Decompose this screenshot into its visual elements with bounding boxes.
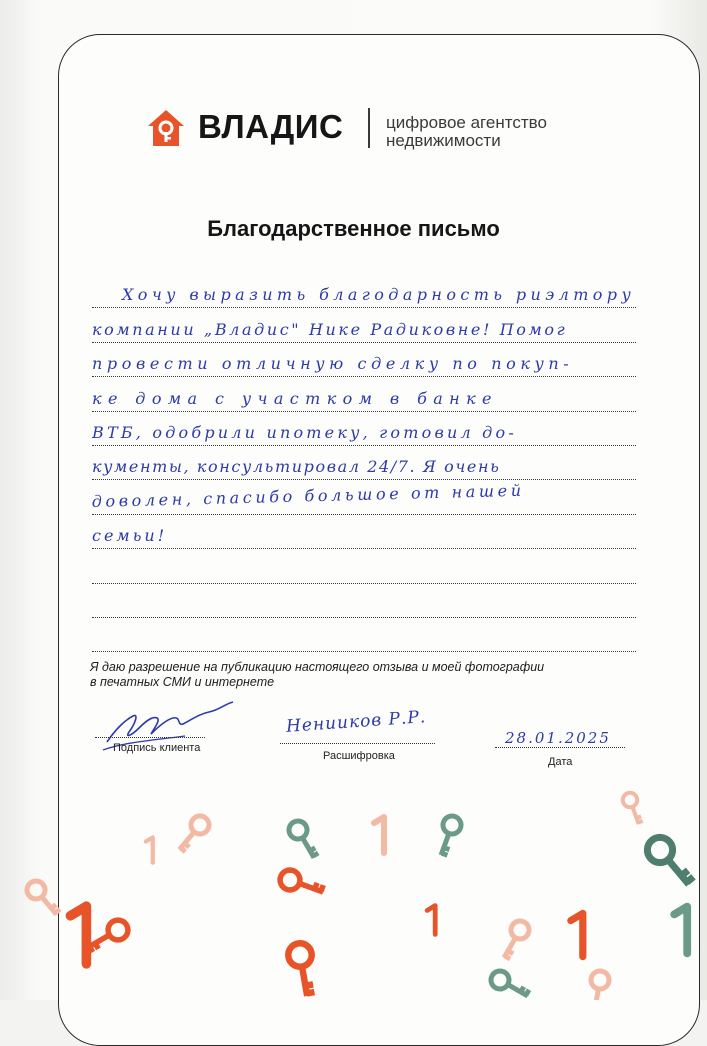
tagline-line-2: недвижимости [386, 131, 501, 150]
consent-line-1: Я даю разрешение на публикацию настоящего отзыва и моей фотографии [90, 660, 545, 674]
text-line [92, 343, 636, 377]
key-icon [621, 791, 646, 827]
handwritten-line-1: Хочу выразить благодарность риэлтору [122, 285, 636, 305]
text-line [92, 412, 636, 446]
brand-name: ВЛАДИС [198, 108, 344, 145]
letter-title: Благодарственное письмо [207, 216, 500, 241]
handwritten-text-area [92, 274, 636, 652]
text-line [92, 584, 636, 618]
brand-divider [368, 108, 370, 148]
key-icon [586, 970, 611, 1000]
consent-text [90, 660, 590, 690]
digit-one-icon [70, 906, 86, 964]
brand-logo [146, 104, 616, 158]
digit-one-icon [674, 907, 687, 954]
digit-one-icon [427, 906, 435, 935]
text-line [92, 618, 636, 652]
key-icon [286, 941, 318, 998]
text-line [92, 446, 636, 480]
text-line [92, 480, 636, 514]
date-value: 28.01.2025 [505, 729, 611, 747]
client-signature-label: Подпись клиента [113, 742, 201, 754]
text-line [92, 377, 636, 411]
handwritten-line-6: кументы, консультировал 24/7. Я очень [92, 457, 501, 477]
handwritten-line-4: ке дома с участком в банке [92, 388, 498, 408]
decoding-label: Расшифровка [323, 750, 395, 762]
key-icon [642, 832, 698, 892]
decorative-keys-pattern [0, 780, 707, 1000]
key-icon [286, 818, 322, 863]
digit-one-icon [374, 817, 384, 853]
handwritten-line-3: провести отличную сделку по покуп- [92, 354, 574, 374]
key-icon [277, 867, 326, 901]
key-icon [23, 877, 63, 920]
key-icon [173, 812, 213, 855]
digit-one-icon [146, 837, 153, 862]
brand-tagline [386, 114, 616, 150]
consent-line-2: в печатных СМИ и интернете [90, 675, 275, 689]
digit-one-icon [571, 913, 583, 956]
tagline-line-1: цифровое агентство [386, 113, 547, 132]
key-icon [496, 918, 532, 963]
handwritten-line-7: доволен, спасибо большое от нашей [91, 480, 525, 511]
date-label: Дата [548, 756, 573, 768]
decoding-value: Ненииков Р.Р. [285, 707, 427, 737]
text-line [92, 308, 636, 342]
handwritten-line-8: семьи! [92, 526, 168, 546]
text-line [92, 549, 636, 583]
key-icon [433, 813, 464, 858]
house-key-icon [146, 108, 186, 148]
key-icon [488, 968, 533, 1000]
signature-underline [95, 736, 205, 738]
handwritten-line-2: компании „Владис" Нике Радиковне! Помог [92, 319, 568, 339]
text-line [92, 515, 636, 549]
handwritten-line-5: ВТБ, одобрили ипотеку, готовил до- [92, 422, 517, 442]
decoding-underline [280, 742, 435, 744]
text-line [92, 274, 636, 308]
date-underline [495, 746, 625, 748]
